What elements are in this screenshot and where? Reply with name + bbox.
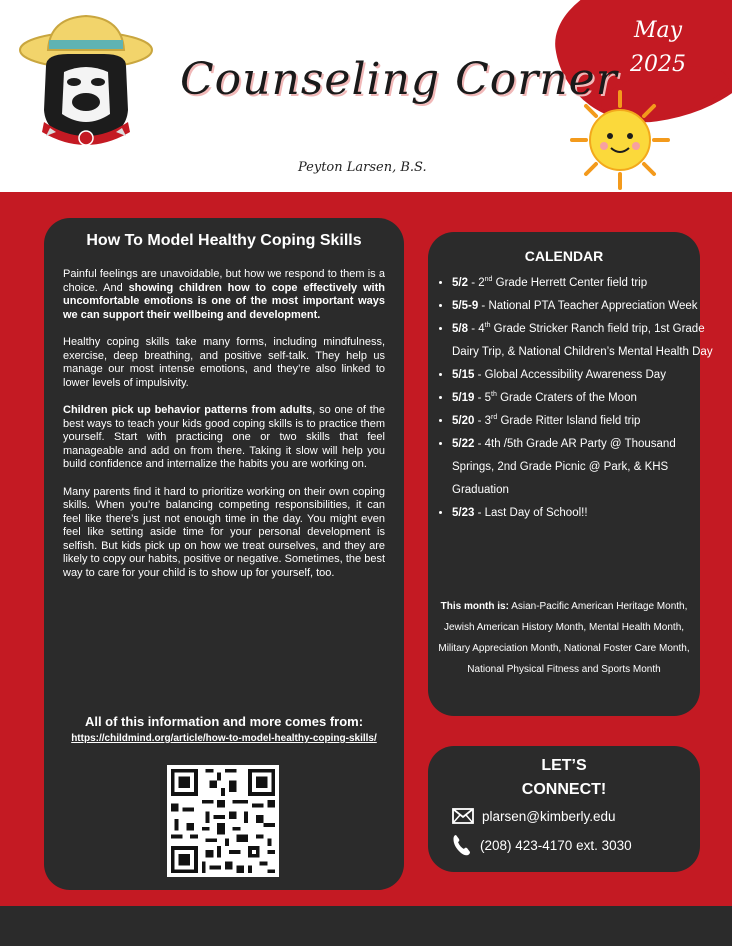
- connect-title: LET’S CONNECT!: [521, 757, 607, 798]
- footer-bar: [0, 906, 732, 946]
- issue-date: [612, 14, 704, 82]
- article-body: [63, 268, 385, 594]
- phone-row[interactable]: [452, 834, 632, 856]
- calendar-title: CALENDAR: [524, 248, 604, 264]
- calendar-item: • 5/23 - Last Day of School!!: [452, 502, 714, 525]
- envelope-icon: [452, 808, 474, 824]
- email-address[interactable]: plarsen@kimberly.edu: [482, 808, 616, 824]
- bulldog-mascot-logo: [16, 10, 156, 150]
- calendar-item: • 5/2 - 2nd Grade Herrett Center field trip: [452, 272, 714, 295]
- calendar-panel: [428, 232, 713, 716]
- article-panel: [44, 218, 404, 890]
- qr-code[interactable]: [167, 765, 279, 877]
- connect-panel: [428, 746, 700, 872]
- date-year: 2025: [630, 52, 686, 77]
- source-link[interactable]: https://childmind.org/article/how-to-model-healthy-coping-skills/: [71, 733, 377, 744]
- calendar-item: • 5/19 - 5th Grade Craters of the Moon: [452, 387, 714, 410]
- calendar-item: • 5/20 - 3rd Grade Ritter Island field trip: [452, 410, 714, 433]
- month-observances: This month is: Asian-Pacific American Heritage Month, Jewish American History Month, Mental Health Month, Military Appreciation Month, National Foster Care Month, National Physical Fitness and Sports Month: [438, 601, 690, 675]
- calendar-item: • 5/5-9 - National PTA Teacher Appreciation Week: [452, 295, 714, 318]
- calendar-item: • 5/8 - 4th Grade Stricker Ranch field trip, 1st Grade Dairy Trip, & National Children’s Mental Health Day: [452, 318, 714, 364]
- article-paragraph-3: Children pick up behavior patterns from adults, so one of the best ways to teach your kids good coping skills is to practice them yourself. Start with practicing one or two skills that feel manageable and add on from there. Taking it slow will help you build confidence and internalize the habits you are working on.: [63, 403, 386, 471]
- calendar-item: • 5/22 - 4th /5th Grade AR Party @ Thousand Springs, 2nd Grade Picnic @ Park, & KHS Graduation: [452, 433, 714, 502]
- source-heading: All of this information and more comes from:: [84, 714, 364, 729]
- date-month: May: [633, 18, 683, 43]
- article-title: How To Model Healthy Coping Skills: [86, 232, 362, 249]
- smiling-sun-icon: [568, 88, 672, 192]
- phone-number[interactable]: (208) 423-4170 ext. 3030: [480, 837, 632, 853]
- calendar-item: • 5/15 - Global Accessibility Awareness Day: [452, 364, 714, 387]
- article-paragraph-2: Healthy coping skills take many forms, including mindfulness, exercise, deep breathing, and positive self-talk. They help us manage our most intense emotions, and they’re also linked to lower levels of impulsivity.: [63, 335, 385, 389]
- article-paragraph-1: Painful feelings are unavoidable, but how we respond to them is a choice. And showing children how to cope effectively with uncomfortable emotions is one of the most important ways we can support their wellbeing and development.: [63, 268, 385, 321]
- phone-icon: [452, 834, 472, 856]
- email-row[interactable]: [452, 808, 616, 824]
- calendar-list: [436, 272, 714, 525]
- article-paragraph-4: Many parents find it hard to prioritize working on their own coping skills. When you’re balancing competing responsibilities, it can feel like there’s just not enough time in the day. You might even feel like setting aside time for your personal development is selfish. But kids pick up on how we treat ourselves, and they are likely to copy our habits, positive or negative. Sometimes, the best way to care for your child is to show up for yourself, too.: [63, 485, 385, 580]
- header: [0, 0, 732, 192]
- newsletter-title: Counseling Corner: [180, 54, 618, 105]
- author-name: Peyton Larsen, B.S.: [298, 160, 427, 175]
